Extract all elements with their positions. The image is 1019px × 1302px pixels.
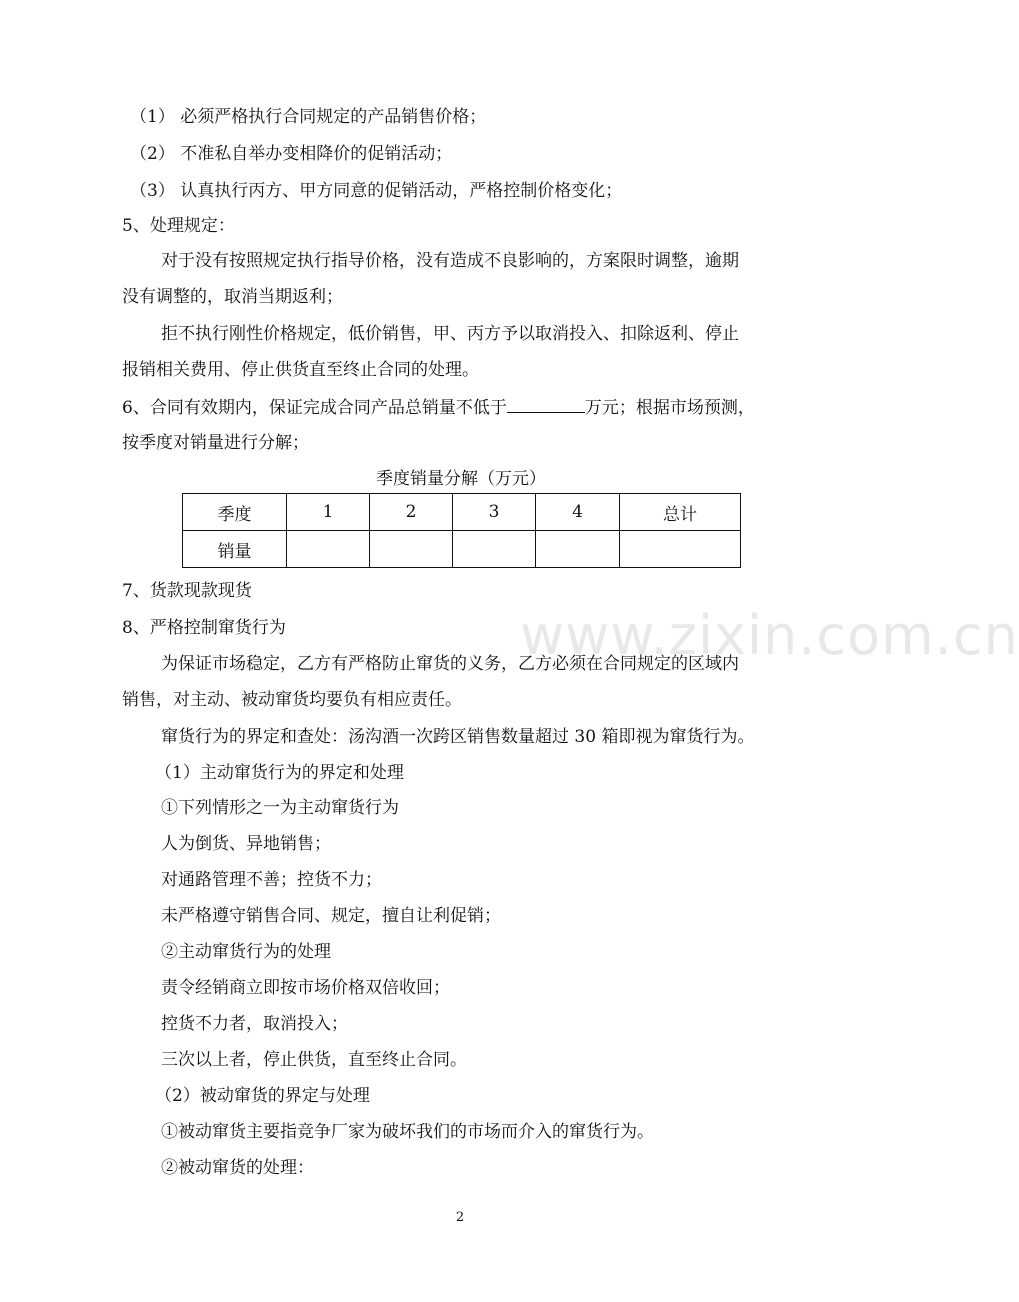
quarterly-sales-table xyxy=(182,493,741,568)
paragraph-line: 人为倒货、异地销售； xyxy=(161,834,331,854)
paragraph-line: 窜货行为的界定和查处：汤沟酒一次跨区销售数量超过 30 箱即视为窜货行为。 xyxy=(161,727,755,747)
paragraph-line: 没有调整的，取消当期返利； xyxy=(122,287,343,307)
paragraph-line: （3） 认真执行丙方、甲方同意的促销活动，严格控制价格变化； xyxy=(130,181,623,201)
header-cell: 季度 xyxy=(183,494,287,531)
sales-cell-q2[interactable] xyxy=(370,531,453,568)
header-cell: 总计 xyxy=(620,494,741,531)
paragraph-line: 责令经销商立即按市场价格双倍收回； xyxy=(161,978,450,998)
paragraph-line: （2） 不准私自举办变相降价的促销活动； xyxy=(130,144,453,164)
item-6-line-2: 按季度对销量进行分解； xyxy=(122,433,309,453)
paragraph-line: 三次以上者，停止供货，直至终止合同。 xyxy=(161,1050,467,1070)
header-cell: 1 xyxy=(287,494,370,531)
paragraph-line: 销售，对主动、被动窜货均要负有相应责任。 xyxy=(122,690,462,710)
paragraph-line: 为保证市场稳定，乙方有严格防止窜货的义务，乙方必须在合同规定的区域内 xyxy=(161,654,739,674)
paragraph-line: （1）主动窜货行为的界定和处理 xyxy=(155,763,404,783)
paragraph-line: ①下列情形之一为主动窜货行为 xyxy=(161,798,399,818)
paragraph-line: ①被动窜货主要指竞争厂家为破坏我们的市场而介入的窜货行为。 xyxy=(161,1122,654,1142)
header-cell: 2 xyxy=(370,494,453,531)
sales-cell-q3[interactable] xyxy=(453,531,536,568)
item-6-text-after: 万元；根据市场预测， xyxy=(584,398,755,418)
header-cell: 4 xyxy=(536,494,620,531)
table-row xyxy=(183,531,741,568)
paragraph-line: 报销相关费用、停止供货直至终止合同的处理。 xyxy=(122,360,479,380)
paragraph-line: （1） 必须严格执行合同规定的产品销售价格； xyxy=(130,107,487,127)
page-number: 2 xyxy=(455,1210,465,1225)
header-cell: 3 xyxy=(453,494,536,531)
paragraph-line: 拒不执行刚性价格规定，低价销售，甲、丙方予以取消投入、扣除返利、停止 xyxy=(161,324,739,344)
item-6-text-before: 6、合同有效期内，保证完成合同产品总销量不低于 xyxy=(122,398,507,418)
paragraph-line: 对通路管理不善；控货不力； xyxy=(161,870,382,890)
paragraph-line: 控货不力者，取消投入； xyxy=(161,1014,348,1034)
row-label-cell: 销量 xyxy=(183,531,287,568)
sales-cell-q1[interactable] xyxy=(287,531,370,568)
paragraph-line: ②被动窜货的处理： xyxy=(161,1158,314,1178)
amount-blank[interactable] xyxy=(507,396,585,413)
paragraph-line: 7、货款现款现货 xyxy=(122,581,252,601)
paragraph-line: （2）被动窜货的界定与处理 xyxy=(155,1086,370,1106)
paragraph-line: 8、严格控制窜货行为 xyxy=(122,618,286,638)
paragraph-line: 5、处理规定： xyxy=(122,216,235,236)
table-caption: 季度销量分解（万元） xyxy=(376,469,546,489)
watermark: www.zixin.com.cn xyxy=(520,604,1019,667)
item-6-line-1 xyxy=(122,396,755,419)
paragraph-line: 未严格遵守销售合同、规定，擅自让利促销； xyxy=(161,906,501,926)
sales-cell-q4[interactable] xyxy=(536,531,620,568)
paragraph-line: ②主动窜货行为的处理 xyxy=(161,942,331,962)
paragraph-line: 对于没有按照规定执行指导价格，没有造成不良影响的，方案限时调整，逾期 xyxy=(161,251,739,271)
table-header-row xyxy=(183,494,741,531)
sales-cell-total[interactable] xyxy=(620,531,741,568)
